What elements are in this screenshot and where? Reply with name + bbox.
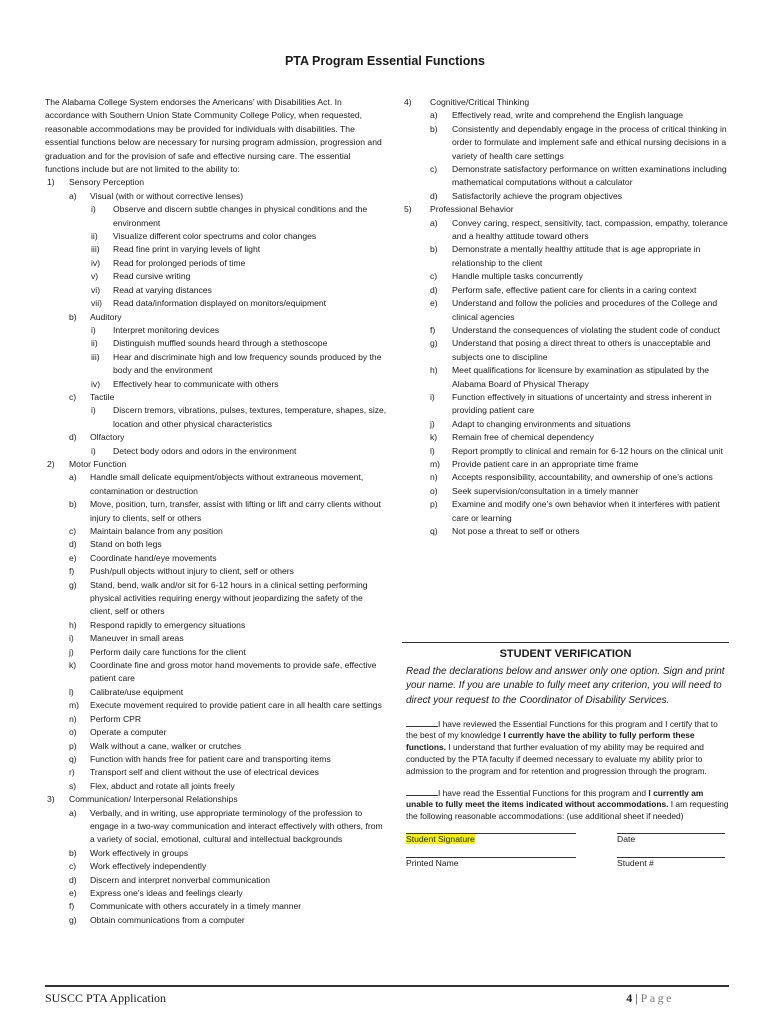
list-text: Execute movement required to provide patient care in all health care settings: [90, 700, 382, 711]
list-marker: iii): [91, 244, 100, 255]
list-item: [45, 699, 387, 712]
list-marker: v): [91, 271, 99, 282]
section-heading: [404, 96, 728, 109]
list-marker: f): [69, 901, 75, 912]
list-marker: g): [69, 579, 77, 590]
list-item: [45, 579, 387, 619]
list-text: Consistently and dependably engage in the process of critical thinking in order to formulate and implement safe and ethical nursing decisions in a variety of health care settings: [452, 123, 727, 161]
section-heading: [45, 458, 387, 471]
list-marker: p): [430, 499, 438, 510]
list-text: Communicate with others accurately in a timely manner: [90, 901, 302, 912]
list-marker: b): [69, 499, 77, 510]
list-text: Report promptly to clinical and remain for 6-12 hours on the clinical unit: [452, 445, 723, 456]
list-text: Transport self and client without the use of electrical devices: [90, 767, 319, 778]
list-text: Convey caring, respect, sensitivity, tact, compassion, empathy, tolerance and a healthy attitude toward others: [452, 217, 728, 242]
list-text: Discern and interpret nonverbal communication: [90, 874, 271, 885]
list-marker: 1): [47, 177, 55, 188]
list-item: [404, 458, 728, 471]
list-item: [45, 351, 387, 378]
page-title: PTA Program Essential Functions: [284, 54, 486, 68]
printed-name-row: [402, 857, 729, 870]
list-text: Cognitive/Critical Thinking: [430, 97, 530, 107]
list-marker: c): [69, 526, 77, 536]
list-item: [45, 391, 387, 404]
list-item: [404, 297, 728, 324]
list-item: [45, 887, 387, 900]
list-text: Read for prolonged periods of time: [113, 257, 246, 268]
list-marker: d): [69, 432, 77, 443]
list-text: Push/pull objects without injury to client, self or others: [90, 566, 294, 577]
list-item: [45, 498, 387, 525]
list-item: [404, 485, 728, 498]
list-item: [45, 404, 387, 431]
list-marker: b): [430, 123, 438, 134]
list-text: Effectively hear to communicate with others: [113, 378, 279, 389]
list-text: Sensory Perception: [69, 177, 144, 188]
list-item: [45, 753, 387, 766]
list-item: [45, 713, 387, 726]
list-text: Distinguish muffled sounds heard through a stethoscope: [113, 338, 328, 349]
intro-paragraph: The Alabama College System endorses the Americans’ with Disabilities Act. In accordance with Southern Union State Community College Policy, when requested, reasonable accommodations may be provided for individuals with disabilities. The essential functions below are necessary for nursing program admission, progression and graduation and for the provision of safe and effective nursing care. The essential functions include but are not limited to the ability to:: [45, 97, 382, 175]
list-item: [45, 324, 387, 337]
list-text: Not pose a threat to self or others: [452, 526, 580, 536]
student-verification-box: [402, 642, 729, 932]
left-function-list: [45, 176, 387, 927]
list-marker: n): [430, 472, 438, 483]
list-text: Seek supervision/consultation in a timely manner: [452, 485, 639, 496]
option-unable-checkbox-line[interactable]: [406, 788, 438, 796]
list-item: [404, 364, 728, 391]
list-marker: m): [69, 700, 80, 711]
list-item: [45, 780, 387, 793]
page-number: 4: [626, 991, 633, 1005]
footer-rule: [45, 985, 729, 987]
list-item: [45, 243, 387, 256]
list-text: Visual (with or without corrective lenses): [90, 190, 244, 201]
list-item: [45, 740, 387, 753]
list-text: Adapt to changing environments and situations: [452, 418, 631, 429]
right-function-list: [404, 96, 728, 538]
list-marker: k): [69, 660, 77, 671]
list-item: [404, 243, 728, 270]
list-marker: d): [69, 539, 77, 550]
list-item: [404, 270, 728, 283]
list-marker: g): [430, 338, 438, 349]
list-marker: 4): [404, 97, 412, 107]
list-text: Stand on both legs: [90, 539, 162, 550]
list-marker: p): [69, 740, 77, 751]
list-text: Handle multiple tasks concurrently: [452, 271, 583, 282]
list-marker: s): [69, 780, 77, 791]
right-column: [404, 96, 728, 538]
option-able-statement: [402, 719, 729, 778]
list-text: Examine and modify one’s own behavior when it interferes with patient care or learning: [452, 499, 720, 523]
list-marker: a): [430, 110, 438, 121]
page-word: Page: [640, 991, 674, 1005]
list-text: Calibrate/use equipment: [90, 686, 184, 697]
list-marker: d): [69, 874, 77, 885]
list-marker: h): [69, 619, 77, 630]
list-item: [45, 311, 387, 324]
list-item: [45, 190, 387, 203]
list-item: [45, 337, 387, 350]
list-marker: a): [430, 217, 438, 228]
list-text: Maneuver in small areas: [90, 633, 184, 644]
list-text: Professional Behavior: [430, 204, 514, 215]
list-text: Interpret monitoring devices: [113, 324, 220, 335]
list-marker: 2): [47, 458, 55, 469]
list-marker: iv): [91, 257, 101, 268]
list-item: [404, 284, 728, 297]
list-marker: 3): [47, 794, 55, 805]
list-item: [404, 391, 728, 418]
list-item: [404, 498, 728, 525]
list-text: Observe and discern subtle changes in physical conditions and the environment: [113, 204, 368, 228]
list-marker: m): [430, 458, 441, 469]
list-item: [45, 445, 387, 458]
list-marker: a): [69, 190, 77, 201]
list-text: Meet qualifications for licensure by examination as stipulated by the Alabama Board of Physical Therapy: [452, 365, 709, 389]
list-text: Maintain balance from any position: [90, 526, 223, 536]
list-marker: c): [69, 861, 77, 872]
list-marker: vii): [91, 298, 102, 309]
list-item: [45, 378, 387, 391]
list-text: Read data/information displayed on monitors/equipment: [113, 298, 327, 309]
list-item: [45, 270, 387, 283]
list-item: [45, 632, 387, 645]
footer-document-name: SUSCC PTA Application: [45, 991, 167, 1005]
list-text: Accepts responsibility, accountability, and ownership of one’s actions: [452, 472, 713, 483]
list-item: [45, 686, 387, 699]
list-item: [404, 337, 728, 364]
student-signature-field[interactable]: [406, 833, 576, 846]
list-text: Auditory: [90, 311, 122, 322]
option-able-bold: I currently have the ability to fully perform these functions.: [406, 730, 695, 753]
list-marker: g): [69, 914, 77, 925]
option-unable-text-end: I am requesting the following reasonable accommodations: (use additional sheet if needed): [406, 799, 729, 822]
list-text: Read cursive writing: [113, 271, 191, 282]
list-marker: e): [430, 298, 438, 309]
list-item: [45, 552, 387, 565]
option-able-text-end: I understand that further evaluation of my ability may be required and conducted by the PTA faculty if deemed necessary to evaluate my ability prior to admission to the program and for retention and progression through the program.: [406, 742, 707, 776]
printed-name-field[interactable]: [406, 857, 576, 870]
list-marker: k): [430, 432, 438, 443]
section-heading: [404, 203, 728, 216]
list-text: Stand, bend, walk and/or sit for 6-12 hours in a clinical setting performing physical activities requiring energy without jeopardizing the safety of the client, self or others: [90, 579, 368, 617]
list-text: Demonstrate a mentally healthy attitude that is age appropriate in relationship to the client: [452, 244, 701, 268]
list-marker: c): [69, 391, 77, 402]
list-text: Hear and discriminate high and low frequency sounds produced by the body and the environment: [113, 351, 382, 376]
student-number-field[interactable]: [617, 857, 725, 870]
list-marker: h): [430, 365, 438, 376]
left-column: [45, 96, 387, 927]
list-item: [45, 659, 387, 686]
list-marker: o): [69, 727, 77, 738]
option-able-text: I have reviewed the Essential Functions for this program and I certify that to the best of my knowledge: [406, 718, 718, 741]
list-text: Perform safe, effective patient care for clients in a caring context: [452, 284, 697, 295]
list-item: [45, 874, 387, 887]
list-item: [404, 445, 728, 458]
list-marker: vi): [91, 284, 101, 295]
list-text: Motor Function: [69, 458, 127, 469]
list-marker: i): [91, 445, 96, 456]
list-item: [404, 431, 728, 444]
list-text: Understand that posing a direct threat to others is unacceptable and subjects one to discipline: [452, 338, 711, 362]
list-marker: c): [430, 271, 438, 282]
list-marker: 5): [404, 204, 412, 215]
list-text: Verbally, and in writing, use appropriate terminology of the profession to engage in a two-way communication and interact effectively with others, from a variety of social, emotional, cultural and intellectual backgrounds: [90, 807, 383, 845]
list-text: Perform CPR: [90, 713, 142, 724]
section-heading: [45, 793, 387, 806]
list-text: Satisfactorily achieve the program objectives: [452, 190, 623, 201]
list-item: [45, 230, 387, 243]
list-item: [45, 431, 387, 444]
list-marker: j): [430, 418, 435, 429]
list-marker: ii): [91, 338, 98, 349]
list-text: Handle small delicate equipment/objects without extraneous movement, contamination or destruction: [90, 472, 364, 496]
list-item: [45, 860, 387, 873]
list-item: [404, 163, 728, 190]
list-text: Provide patient care in an appropriate time frame: [452, 458, 639, 469]
list-text: Function effectively in situations of uncertainty and stress inherent in providing patient care: [452, 391, 712, 416]
list-marker: i): [91, 204, 96, 215]
list-item: [45, 766, 387, 779]
list-item: [45, 538, 387, 551]
student-signature-label: Student Signature: [406, 833, 475, 844]
list-marker: b): [69, 847, 77, 858]
list-item: [45, 565, 387, 578]
list-item: [45, 646, 387, 659]
list-text: Work effectively independently: [90, 861, 207, 872]
list-item: [45, 203, 387, 230]
list-item: [45, 807, 387, 847]
list-marker: iii): [91, 351, 100, 362]
list-item: [404, 217, 728, 244]
printed-name-label: Printed Name: [406, 857, 459, 868]
list-marker: d): [430, 284, 438, 295]
list-item: [45, 297, 387, 310]
list-text: Work effectively in groups: [90, 847, 189, 858]
list-marker: iv): [91, 378, 101, 389]
verification-instructions: Read the declarations below and answer only one option. Sign and print your name. If you are unable to fully meet any criterion, you will need to direct your request to the Coordinator of Disability Services.: [406, 665, 725, 706]
list-marker: ii): [91, 231, 98, 242]
list-text: Operate a computer: [90, 727, 167, 738]
list-marker: q): [69, 753, 77, 764]
list-item: [404, 418, 728, 431]
list-text: Obtain communications from a computer: [90, 914, 245, 925]
list-item: [404, 123, 728, 163]
list-text: Discern tremors, vibrations, pulses, textures, temperature, shapes, size, location and other physical characteristics: [113, 405, 387, 429]
list-item: [45, 525, 387, 538]
list-text: Communication/ Interpersonal Relationships: [69, 794, 238, 805]
list-marker: l): [69, 686, 74, 697]
list-text: Walk without a cane, walker or crutches: [90, 740, 242, 751]
signature-row: [402, 833, 729, 846]
list-text: Coordinate hand/eye movements: [90, 552, 217, 563]
list-marker: i): [91, 324, 96, 335]
list-marker: a): [69, 807, 77, 818]
option-unable-bold: I currently am unable to fully meet the items indicated without accommodations.: [406, 787, 704, 810]
list-text: Perform daily care functions for the client: [90, 646, 246, 657]
list-text: Olfactory: [90, 432, 125, 443]
list-item: [404, 324, 728, 337]
list-item: [404, 471, 728, 484]
list-text: Read at varying distances: [113, 284, 212, 295]
list-item: [45, 847, 387, 860]
list-marker: b): [69, 311, 77, 322]
list-text: Flex, abduct and rotate all joints freely: [90, 780, 235, 791]
list-marker: o): [430, 485, 438, 496]
list-marker: d): [430, 190, 438, 201]
list-marker: l): [430, 445, 435, 456]
list-marker: e): [69, 887, 77, 898]
list-text: Detect body odors and odors in the environment: [113, 445, 297, 456]
list-item: [404, 525, 728, 538]
page-separator: |: [632, 991, 641, 1005]
list-item: [45, 284, 387, 297]
list-marker: i): [430, 391, 435, 402]
list-marker: e): [69, 552, 77, 563]
option-unable-statement: [402, 788, 729, 823]
list-text: Visualize different color spectrums and color changes: [113, 231, 317, 242]
list-item: [404, 190, 728, 203]
list-text: Demonstrate satisfactory performance on written examinations including mathematical computations without a calculator: [452, 164, 727, 188]
date-label: Date: [617, 833, 636, 844]
student-number-label: Student #: [617, 857, 654, 868]
list-item: [45, 900, 387, 913]
list-text: Express one’s ideas and feelings clearly: [90, 887, 243, 898]
option-able-checkbox-line[interactable]: [406, 719, 438, 727]
footer-page-number: [626, 991, 674, 1006]
list-marker: i): [91, 405, 96, 416]
list-marker: c): [430, 164, 438, 175]
list-marker: f): [430, 324, 436, 335]
list-text: Coordinate fine and gross motor hand movements to provide safe, effective patient care: [90, 660, 377, 684]
list-text: Understand and follow the policies and procedures of the College and clinical agencies: [452, 298, 718, 322]
list-text: Understand the consequences of violating the student code of conduct: [452, 324, 721, 335]
list-item: [45, 619, 387, 632]
date-field[interactable]: [617, 833, 725, 846]
list-marker: f): [69, 566, 75, 577]
list-marker: r): [69, 767, 75, 778]
list-text: Read fine print in varying levels of light: [113, 244, 261, 255]
list-marker: a): [69, 472, 77, 483]
verification-title: STUDENT VERIFICATION: [499, 648, 632, 660]
list-text: Remain free of chemical dependency: [452, 432, 594, 443]
list-item: [404, 109, 728, 122]
list-item: [45, 726, 387, 739]
list-item: [45, 914, 387, 927]
option-unable-text: I have read the Essential Functions for this program and: [438, 787, 649, 798]
list-marker: j): [69, 646, 74, 657]
list-item: [45, 471, 387, 498]
list-text: Effectively read, write and comprehend the English language: [452, 110, 684, 121]
section-heading: [45, 176, 387, 189]
list-text: Tactile: [90, 391, 115, 402]
list-marker: q): [430, 526, 438, 536]
list-marker: i): [69, 633, 74, 644]
list-text: Function with hands free for patient care and transporting items: [90, 753, 331, 764]
list-item: [45, 257, 387, 270]
list-marker: b): [430, 244, 438, 255]
list-text: Move, position, turn, transfer, assist with lifting or lift and carry clients without injury to clients, self or others: [90, 499, 381, 523]
list-text: Respond rapidly to emergency situations: [90, 619, 246, 630]
list-marker: n): [69, 713, 77, 724]
